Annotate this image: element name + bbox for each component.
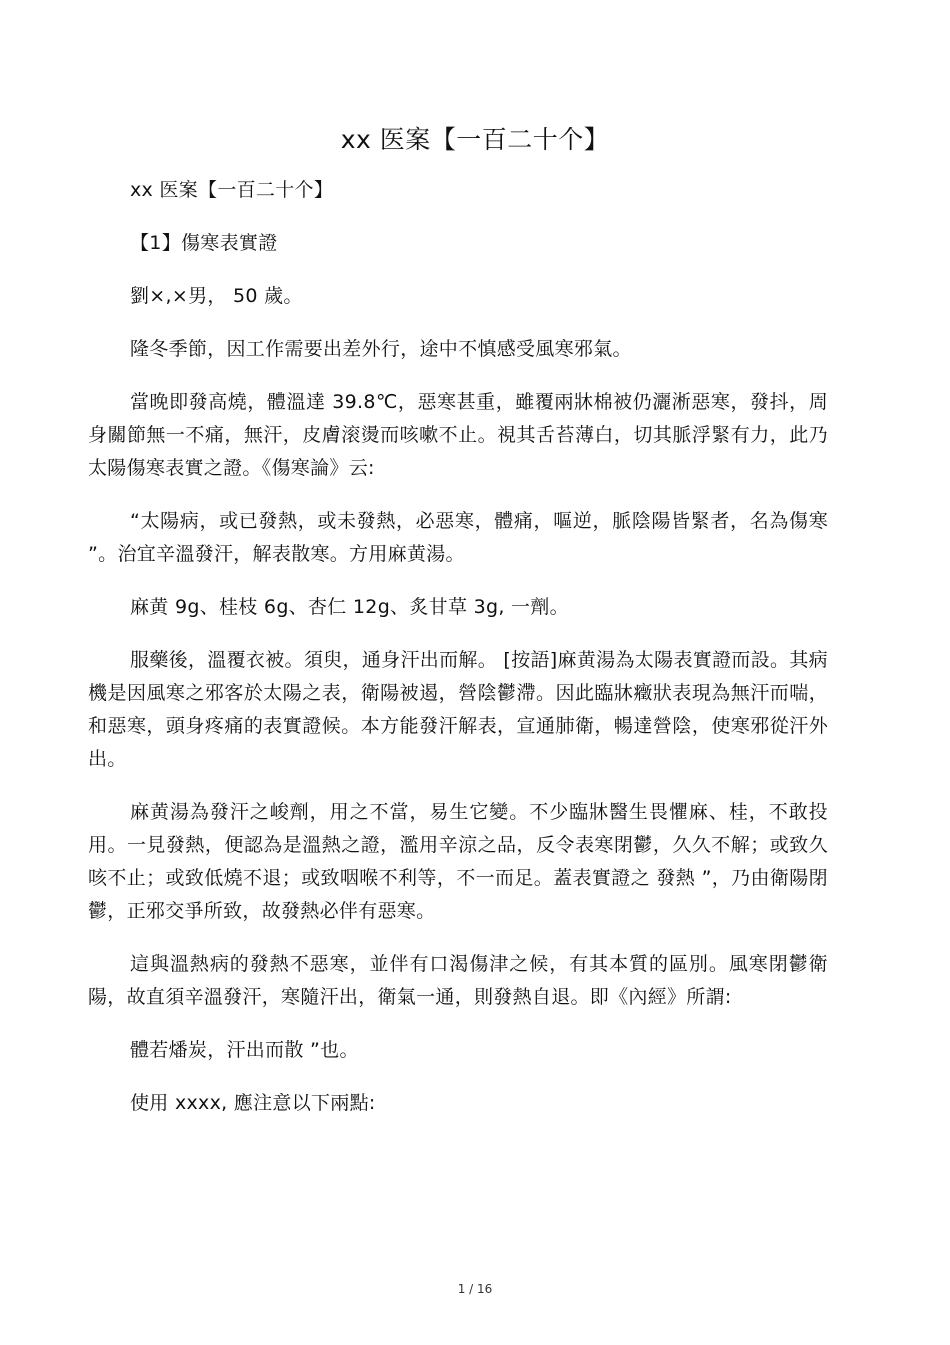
paragraph-distinction: 這與溫熱病的發熱不惡寒，並伴有口渴傷津之候，有其本質的區別。風寒閉鬱衛陽，故直須辛溫發汗，寒隨汗出，衛氣一通，則發熱自退。即《內經》所謂: (88, 953, 828, 1008)
paragraph-quote: “太陽病，或已發熱，或未發熱，必惡寒，體痛，嘔逆，脈陰陽皆緊者，名為傷寒 ”。治宜辛溫發汗，解表散寒。方用麻黄湯。 (88, 510, 828, 565)
paragraph-usage-notes: 使用 xxxx, 應注意以下兩點: (130, 1092, 376, 1114)
paragraph-heading: xx 医案【一百二十个】 (130, 179, 334, 201)
paragraph-patient: 劉×,×男， 50 歲。 (130, 285, 303, 307)
document-title: xx 医案【一百二十个】 (340, 125, 610, 154)
paragraph-neijing-quote: 體若燔炭，汗出而散 ”也。 (130, 1039, 359, 1061)
page-indicator: 1 / 16 (457, 1282, 493, 1296)
paragraph-case-title: 【1】傷寒表實證 (130, 232, 278, 254)
paragraph-caution: 麻黄湯為發汗之峻劑，用之不當，易生它變。不少臨牀醫生畏懼麻、桂，不敢投用。一見發熱，便認為是溫熱之證，濫用辛涼之品，反令表寒閉鬱，久久不解；或致久咳不止；或致低燒不退；或致咽喉不利等，不一而足。蓋表實證之 發熱 ”，乃由衛陽閉鬱，正邪交爭所致，故發熱必伴有惡寒。 (88, 801, 828, 922)
paragraph-commentary: 服藥後，溫覆衣被。須臾，通身汗出而解。 [按語]麻黄湯為太陽表實證而設。其病機是因風寒之邪客於太陽之表，衛陽被遏，營陰鬱滯。因此臨牀癥狀表現為無汗而喘，和惡寒，頭身疼痛的表實證候。本方能發汗解表，宣通肺衛，暢達營陰，使寒邪從汗外出。 (88, 649, 828, 770)
paragraph-prescription: 麻黄 9g、桂枝 6g、杏仁 12g、炙甘草 3g, 一劑。 (130, 596, 569, 618)
paragraph-onset: 隆冬季節，因工作需要出差外行，途中不慎感受風寒邪氣。 (130, 338, 632, 360)
paragraph-symptoms: 當晚即發高燒，體溫達 39.8℃，惡寒甚重，雖覆兩牀棉被仍灑淅惡寒，發抖，周身關節無一不痛，無汗，皮膚滚燙而咳嗽不止。視其舌苔薄白，切其脈浮緊有力，此乃太陽傷寒表實之證。《傷寒論》云: (88, 391, 828, 479)
document-body (88, 174, 828, 1120)
